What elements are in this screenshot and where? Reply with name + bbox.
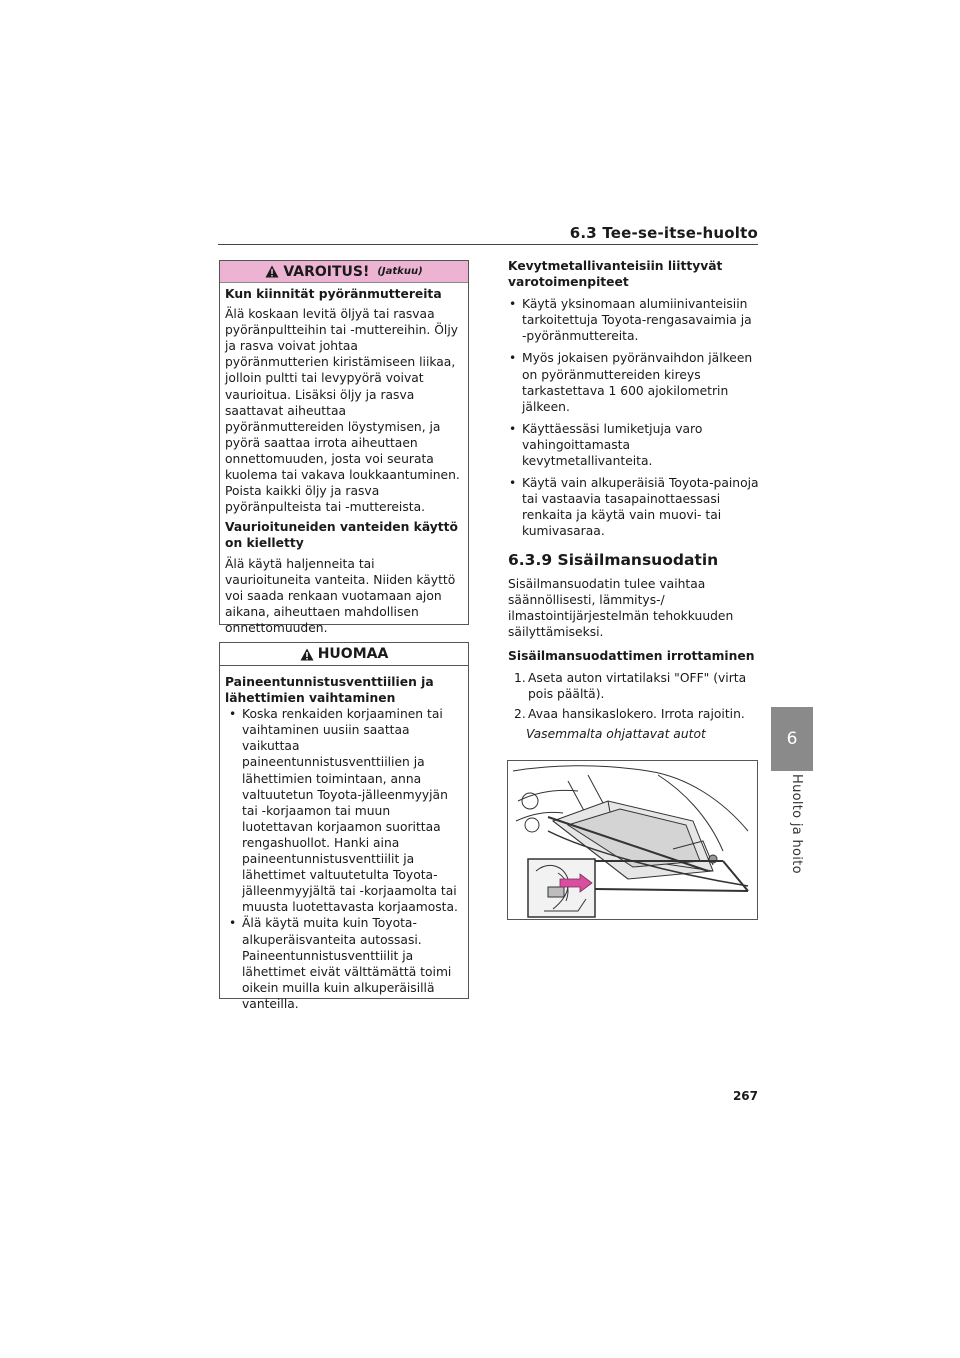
figure-caption: Vasemmalta ohjattavat autot: [526, 727, 706, 742]
warning-paragraph-damaged-rims: Älä käytä haljenneita tai vaurioituneita vanteita. Niiden käyttö voi saada renkaan vuotamaan ajon aikana, aiheuttaen mahdollisen onnettomuuden.: [225, 556, 456, 635]
warning-continued-label: (Jatkuu): [377, 266, 423, 277]
caution-triangle-icon: [300, 648, 314, 661]
right-column: [508, 258, 760, 742]
section-title-cabin-filter: 6.3.9 Sisäilmansuodatin: [508, 550, 719, 569]
step-item: [508, 670, 760, 702]
warning-header: [220, 261, 468, 283]
glovebox-illustration: [507, 760, 758, 920]
alloy-bullet: • Käytä vain alkuperäisiä Toyota-painoja tai vastaavia tasapainottaessasi renkaita ja käytä vain muovi- tai kumivasaraa.: [508, 475, 760, 539]
alloy-bullet: • Käyttäessäsi lumiketjuja varo vahingoittamasta kevytmetallivanteita.: [508, 421, 760, 469]
alloy-bullet: • Myös jokaisen pyöränvaihdon jälkeen on pyöränmuttereiden kireys tarkastettava 1 600 ajokilometrin jälkeen.: [508, 350, 760, 414]
cabin-filter-intro: Sisäilmansuodatin tulee vaihtaa säännöllisesti, lämmitys-/ ilmastointijärjestelmän tehokkuuden säilyttämiseksi.: [508, 576, 734, 639]
alloy-bullet: • Käytä yksinomaan alumiinivanteisiin tarkoitettuja Toyota-rengasavaimia ja -pyöränmuttereita.: [508, 296, 760, 344]
glovebox-drawing: [508, 761, 757, 919]
notice-header: [220, 643, 468, 666]
step-number: 2.: [514, 707, 526, 722]
notice-bullet: • Älä käytä muita kuin Toyota-alkuperäisvanteita autossasi. Paineentunnistusventtiilit ja lähettimet eivät välttämättä toimi oikein muilla kuin alkuperäisillä vanteilla.: [225, 915, 463, 1012]
warning-heading-damaged-rims: Vaurioituneiden vanteiden käyttö on kielletty: [225, 520, 458, 551]
chapter-tab-label: Huolto ja hoito: [789, 774, 804, 874]
step-number: 1.: [514, 671, 526, 686]
notice-box: [219, 642, 469, 1011]
notice-bullet: • Koska renkaiden korjaaminen tai vaihtaminen uusiin saattaa vaikuttaa paineentunnistusventtiilien ja lähettimien toimintaan, anna valtuutetun Toyota-jälleenmyyjän tai -korjaamon tai muun luotettavan korjaamon suorittaa rengashuollot. Hanki aina paineentunnistusventtiilit ja lähettimet valtuutetulta Toyota-jälleenmyyjältä tai -korjaamolta tai muusta luotettavasta korjaamosta.: [225, 706, 463, 915]
warning-box: [219, 260, 469, 635]
step-text: Avaa hansikaslokero. Irrota rajoitin.: [528, 707, 745, 722]
alloy-wheels-heading: Kevytmetallivanteisiin liittyvät varotoimenpiteet: [508, 259, 723, 290]
step-text: Aseta auton virtatilaksi "OFF" (virta pois päältä).: [528, 671, 747, 702]
notice-heading: Paineentunnistusventtiilien ja lähettimien vaihtaminen: [225, 675, 434, 706]
section-header-title: 6.3 Tee-se-itse-huolto: [569, 224, 758, 242]
notice-title: HUOMAA: [317, 646, 389, 662]
removal-heading: Sisäilmansuodattimen irrottaminen: [508, 648, 755, 663]
header-divider: [218, 244, 758, 245]
warning-triangle-icon: [265, 265, 279, 278]
warning-paragraph-wheel-nuts: Älä koskaan levitä öljyä tai rasvaa pyöränpultteihin tai -muttereihin. Öljy ja rasva voivat johtaa pyöränmutterien kiristämiseen liikaa, jolloin pultti tai levypyörä voivat vaurioitua. Lisäksi öljy ja rasva saattavat aiheuttaa pyöränmuttereiden löystymisen, ja pyörä saattaa irrota aiheuttaen onnettomuuden, josta voi seurata kuolema tai vakava loukkaantuminen. Poista kaikki öljy ja rasva pyöränpulteista tai -muttereista.: [225, 307, 460, 515]
step-item: [508, 706, 760, 722]
warning-heading-wheel-nuts: Kun kiinnität pyöränmuttereita: [225, 287, 442, 301]
page-number: 267: [732, 1089, 758, 1103]
chapter-tab-number: 6: [771, 707, 813, 771]
warning-title: VAROITUS!: [283, 263, 370, 280]
